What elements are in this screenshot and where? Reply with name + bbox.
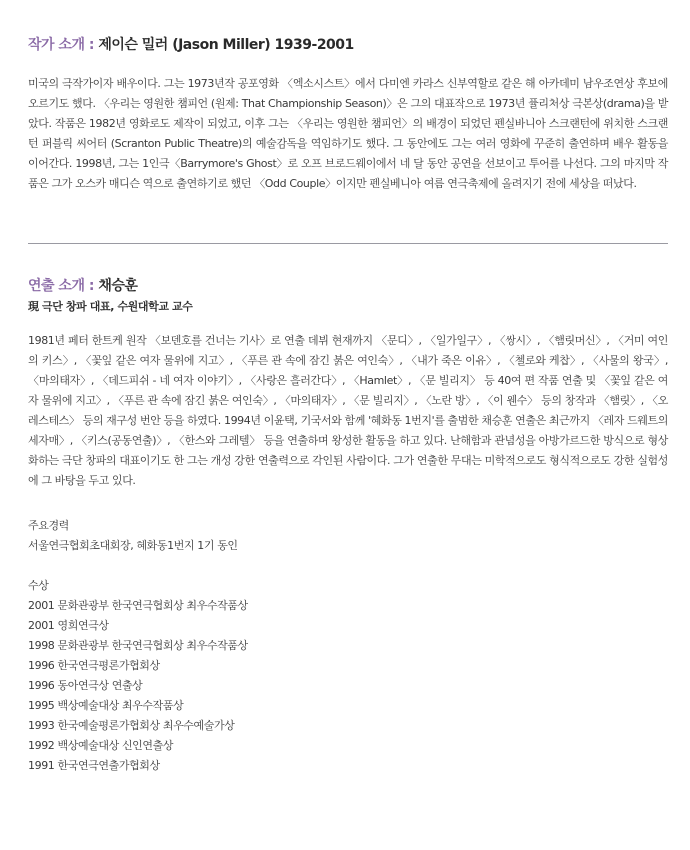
director-label: 연출 소개 : (28, 278, 99, 294)
writer-label: 작가 소개 : (28, 37, 99, 53)
awards-list (28, 596, 668, 776)
career-heading: 주요경력 (28, 519, 69, 532)
award-item: 1995 백상예술대상 최우수작품상 (28, 699, 184, 712)
awards-heading: 수상 (28, 579, 49, 592)
award-item: 1992 백상예술대상 신인연출상 (28, 739, 174, 752)
awards-section (28, 576, 668, 776)
award-item: 1996 한국연극평론가협회상 (28, 659, 160, 672)
writer-name: 제이슨 밀러 (Jason Miller) 1939-2001 (98, 37, 354, 53)
award-item: 1993 한국예술평론가협회상 최우수예술가상 (28, 719, 235, 732)
career-section (28, 516, 668, 556)
award-item: 2001 영희연극상 (28, 619, 109, 632)
director-bio: 1981년 페터 한트케 원작 〈보덴호를 건너는 기사〉로 연출 데뷔 현재까지 〈문디〉, 〈일가일구〉, 〈쌍시〉, 〈햄릿머신〉, 〈거미 여인의 키스〉, 〈꽃잎 같은 여자 물위에 지고〉, 〈푸른 관 속에 잠긴 붉은 여인숙〉, 〈내가 죽은 이유〉, 〈첼로와 케찹〉, 〈사물의 왕국〉, 〈마의태자〉, 〈데드피쉬 - 네 여자 이야기〉, 〈사랑은 흘러간다〉, 〈Hamlet〉, 〈문 빌리지〉 등 40여 편 작품 연출 및 〈꽃잎 같은 여자 물위에 지고〉, 〈푸른 관 속에 잠긴 붉은 여인숙〉, 〈마의태자〉, 〈문 빌리지〉, 〈노란 방〉, 〈이 웬수〉 등의 창작과 〈햄릿〉, 〈오레스테스〉 등의 재구성 번안 등을 하였다. 1994년 이윤택, 기국서와 함께 '혜화동 1번지'를 출범한 채승훈 연출은 최근까지 〈레자 드웨트의 세자매〉, 〈키스(공동연출)〉, 〈한스와 그레텔〉 등을 연출하며 왕성한 활동을 하고 있다. 난해함과 관념성을 아방가르드한 방식으로 형상화하는 극단 창파의 대표이기도 한 그는 개성 강한 연출력으로 각인된 사람이다. 그가 연출한 무대는 미학적으로도 형식적으로도 강한 실험성에 그 바탕을 두고 있다. (28, 334, 668, 487)
writer-section-title (28, 34, 354, 54)
award-item: 1996 동아연극상 연출상 (28, 679, 143, 692)
career-text: 서울연극협회초대회장, 혜화동1번지 1기 동인 (28, 539, 238, 552)
award-item: 1998 문화관광부 한국연극협회상 최우수작품상 (28, 639, 248, 652)
director-name: 채승훈 (98, 278, 138, 294)
section-divider (28, 243, 668, 244)
director-subtitle: 現 극단 창파 대표, 수원대학교 교수 (28, 300, 193, 313)
award-item: 2001 문화관광부 한국연극협회상 최우수작품상 (28, 599, 248, 612)
award-item: 1991 한국연극연출가협회상 (28, 759, 160, 772)
director-section-title (28, 275, 137, 295)
writer-bio: 미국의 극작가이자 배우이다. 그는 1973년작 공포영화 〈엑소시스트〉에서 다미엔 카라스 신부역할로 같은 해 아카데미 남우조연상 후보에 오르기도 했다. 〈우리는 영원한 챔피언 (원제: That Championship Season)〉은 그의 대표작으로 1973년 퓰리처상 극본상(drama)을 받았다. 작품은 1982년 영화로도 제작이 되었고, 이후 그는 〈우리는 영원한 챔피언〉의 배경이 되었던 펜실바니아 스크랜턴에 위치한 스크랜턴 퍼블릭 씨어터 (Scranton Public Theatre)의 예술감독을 역임하기도 했다. 그 동안에도 그는 여러 영화에 꾸준히 출연하며 배우 활동을 이어간다. 1998년, 그는 1인극〈Barrymore's Ghost〉로 오프 브로드웨이에서 네 달 동안 공연을 선보이고 투어를 나선다. 그의 마지막 작품은 그가 오스카 매디슨 역으로 출연하기로 했던 〈Odd Couple〉이지만 펜실베니아 여름 연극축제에 올려지기 전에 세상을 떠났다. (28, 77, 668, 190)
